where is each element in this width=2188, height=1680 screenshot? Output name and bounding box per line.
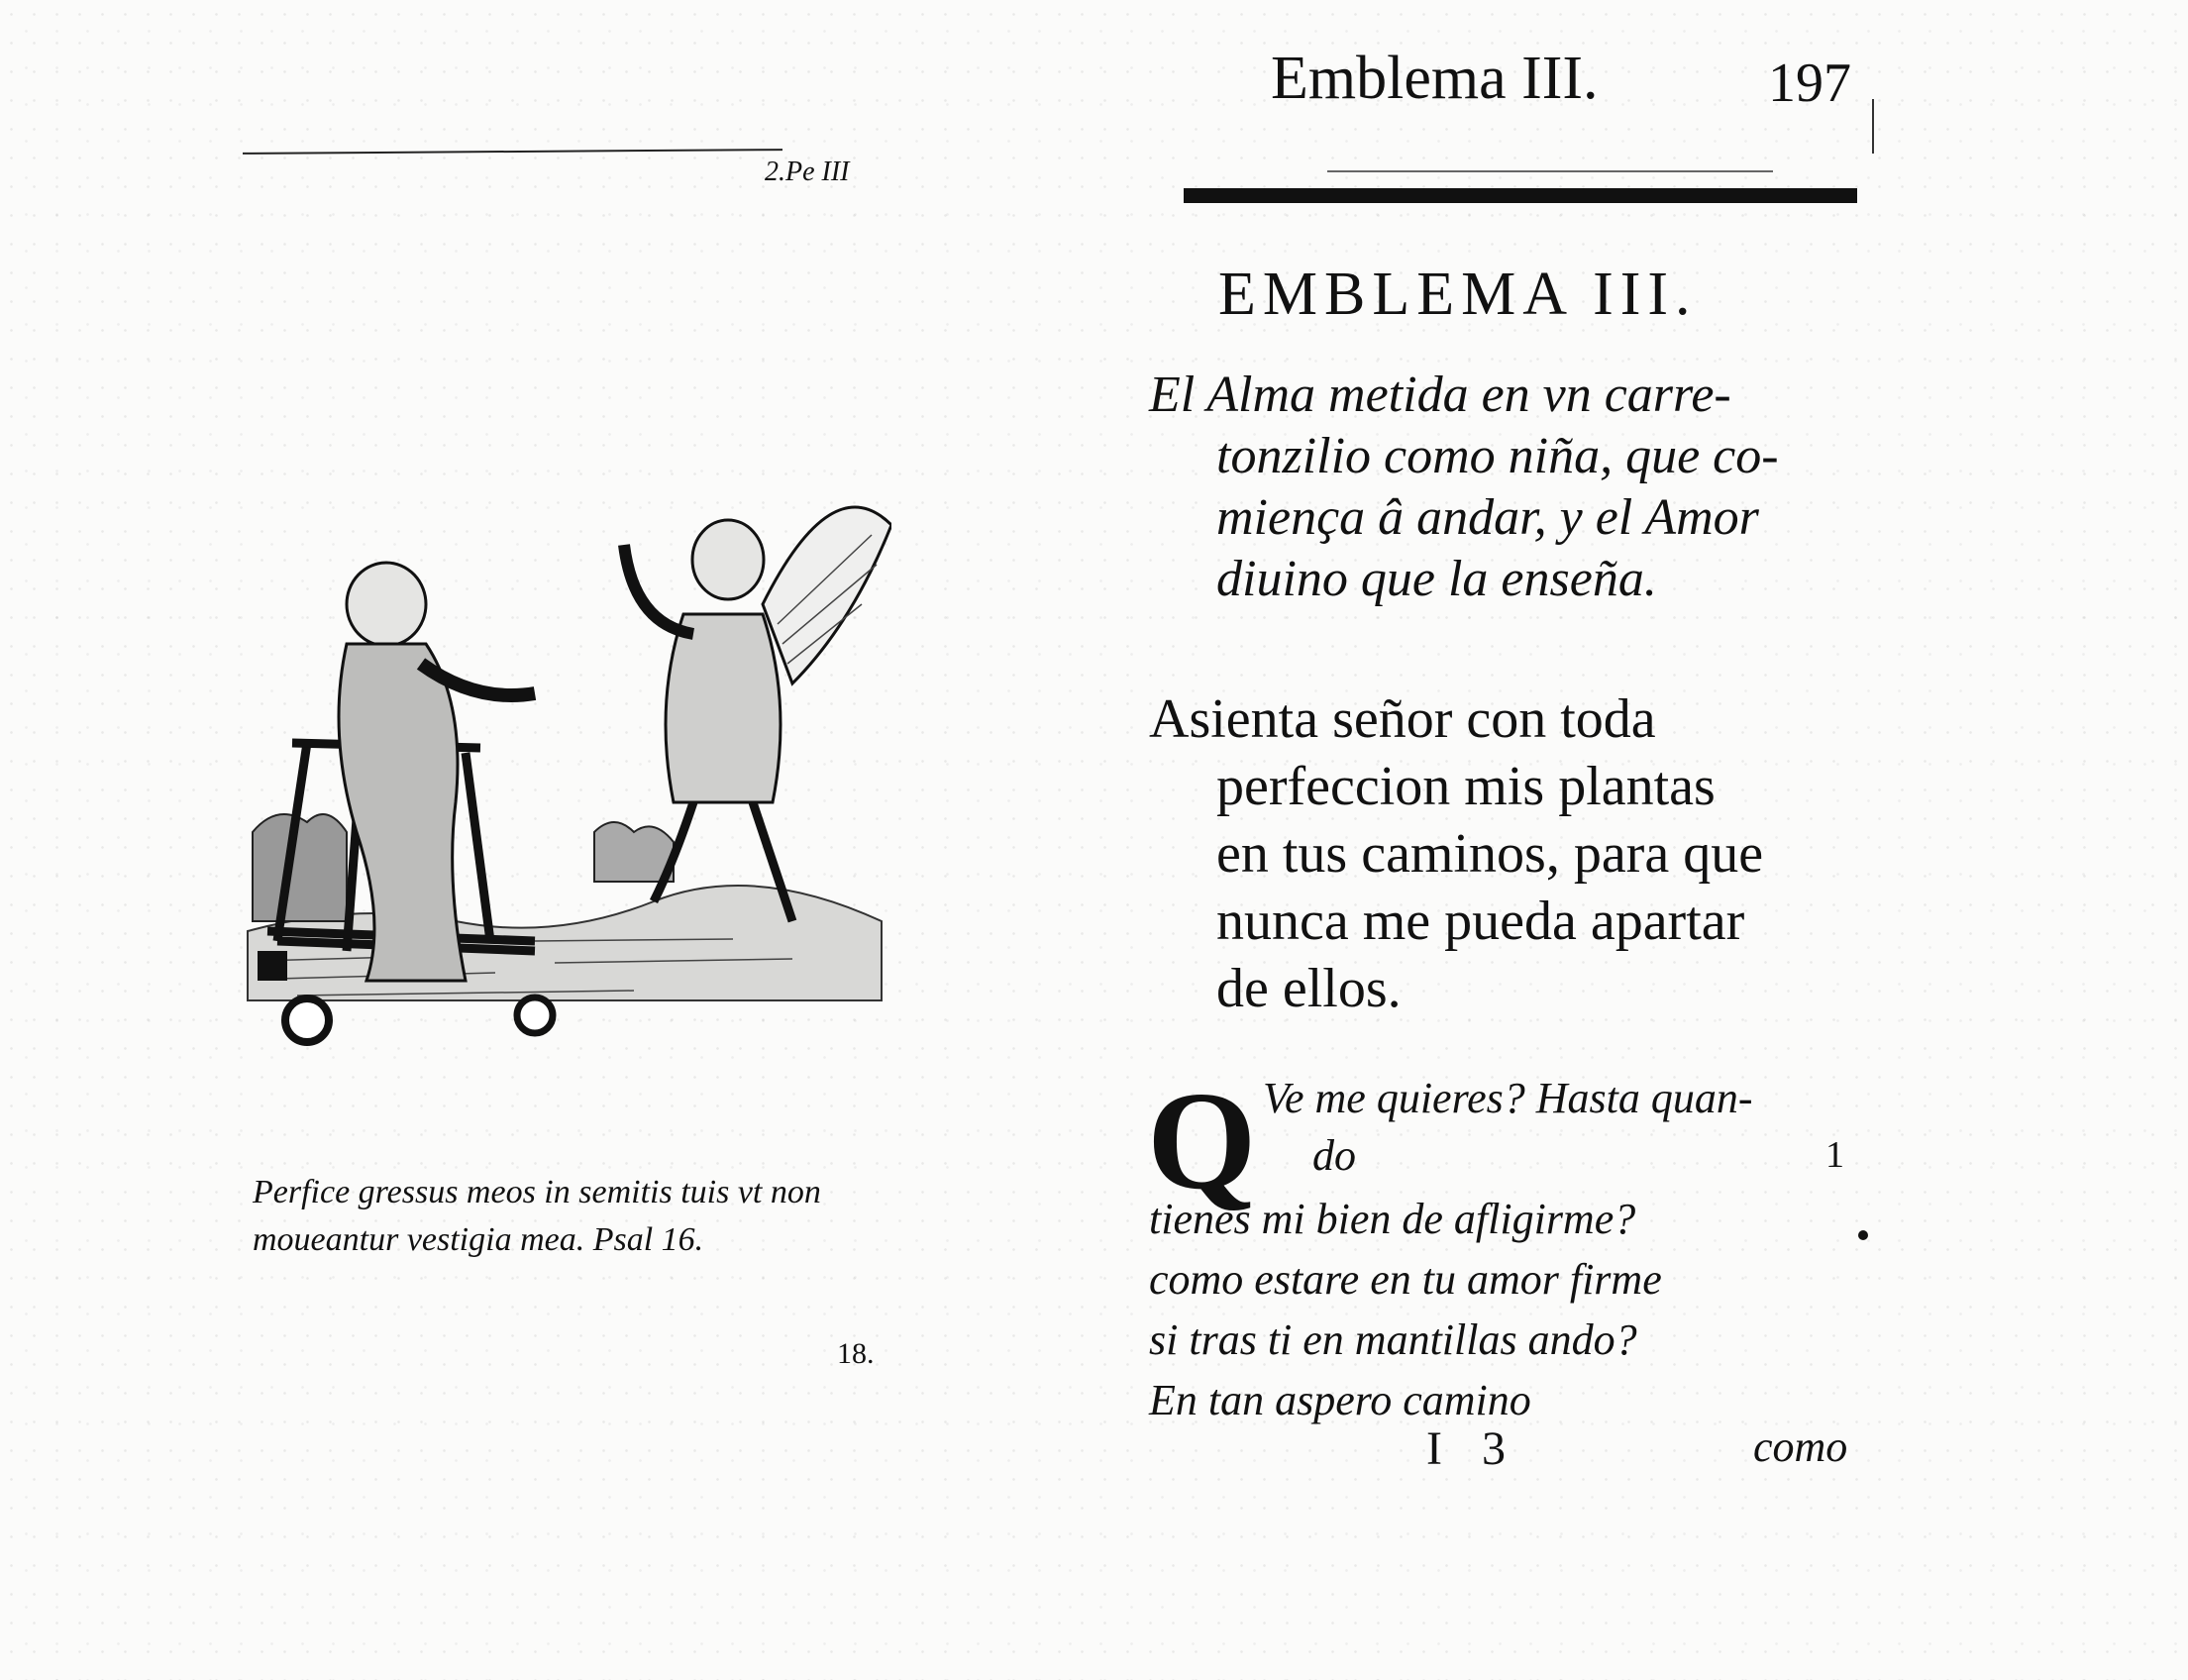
poem-line: Ve me quieres? Hasta quan- [1263, 1074, 1753, 1122]
left-page [0, 0, 1090, 1680]
emblem-engraving [238, 505, 891, 1060]
poem-opening [1263, 1070, 1857, 1185]
poem-line: como estare en tu amor firme [1149, 1255, 1662, 1304]
emblem-heading: EMBLEMA III. [1218, 261, 1698, 328]
prayer-text [1149, 685, 1862, 1022]
subtitle-line: mienҫa â andar, y el Amor [1216, 489, 1759, 546]
drop-cap: Q [1147, 1062, 1257, 1218]
caption-line: Perfice gressus meos in semitis tuis vt non [253, 1174, 821, 1210]
prayer-line: en tus caminos, para que [1216, 823, 1764, 885]
poem-body [1149, 1189, 1862, 1430]
signature-mark: I 3 [1426, 1422, 1519, 1475]
poem-line: En tan aspero camino [1149, 1376, 1531, 1424]
caption-line: moueantur vestigia mea. Psal 16. [253, 1221, 704, 1258]
catchword: como [1753, 1422, 1848, 1471]
emblem-subtitle [1149, 365, 1862, 610]
engraving-illustration [238, 505, 891, 1060]
poem-line: tienes mi bien de afligirme? [1149, 1195, 1636, 1243]
gutter-mark [1872, 99, 1874, 154]
subtitle-line: tonzilio como niña, que co- [1216, 428, 1779, 484]
ink-spot [1858, 1230, 1868, 1240]
stanza-number: 1 [1825, 1134, 1844, 1176]
plate-signature: 18. [837, 1337, 875, 1370]
header-thin-rule [1327, 170, 1773, 172]
running-head: Emblema III. [1271, 45, 1599, 112]
subtitle-line: El Alma metida en vn carre- [1149, 367, 1731, 423]
prayer-line: nunca me pueda apartar [1216, 891, 1745, 952]
plate-reference: 2.Pe III [765, 157, 850, 187]
page-number: 197 [1768, 52, 1851, 114]
poem-line: do [1312, 1131, 1356, 1180]
poem-line: si tras ti en mantillas ando? [1149, 1315, 1637, 1364]
prayer-line: de ellos. [1216, 958, 1402, 1019]
subtitle-line: diuino que la enseña. [1216, 551, 1657, 607]
prayer-line: perfeccion mis plantas [1216, 756, 1716, 817]
prayer-line: Asienta señor con toda [1149, 688, 1656, 750]
header-thick-rule [1184, 188, 1857, 203]
plate-top-rule [243, 149, 782, 155]
emblem-caption [253, 1169, 867, 1264]
